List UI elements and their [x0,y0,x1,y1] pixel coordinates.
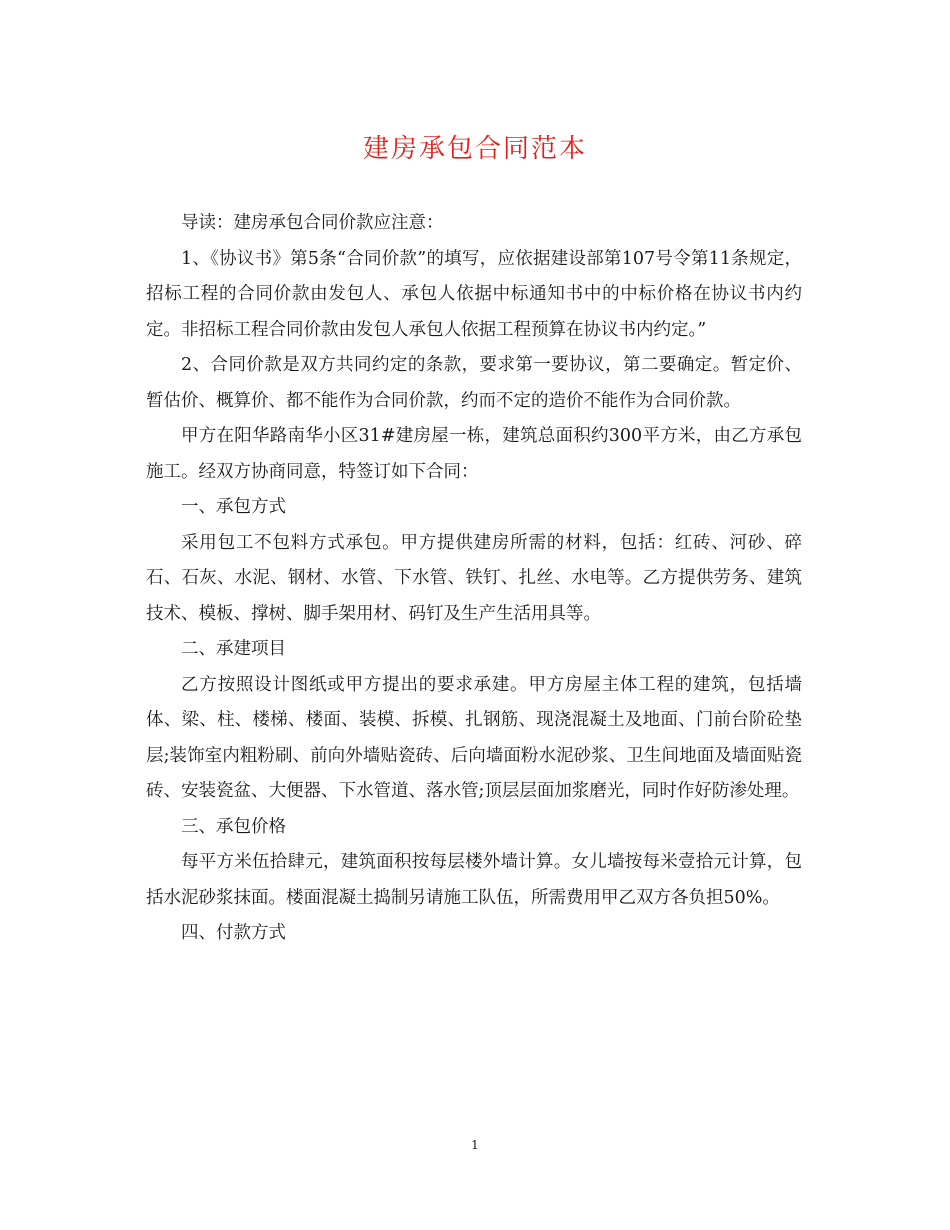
section-paragraph: 每平方米伍拾肆元，建筑面积按每层楼外墙计算。女儿墙按每米壹拾元计算，包括水泥砂浆抹面。楼面混凝土捣制另请施工队伍，所需费用甲乙双方各负担50%。 [146,852,802,908]
section-heading: 三、承包价格 [181,816,286,837]
section-heading: 四、付款方式 [181,923,286,943]
section-heading: 二、承建项目 [181,639,286,659]
document-body [146,206,802,952]
intro-paragraph: 导读：建房承包合同价款应注意： [181,213,444,233]
note-1-paragraph: 1、《协议书》第5条“合同价款”的填写，应依据建设部第107号令第11条规定，招标工程的合同价款由发包人、承包人依据中标通知书中的中标价格在协议书内约定。非招标工程合同价款由发包人承包人依据工程预算在协议书内约定。” [146,248,802,340]
document-title: 建房承包合同范本 [362,134,587,164]
section-heading: 一、承包方式 [181,497,286,517]
note-2-paragraph: 2、合同价款是双方共同约定的条款，要求第一要协议，第二要确定。暂定价、暂估价、概算价、都不能作为合同价款，约而不定的造价不能作为合同价款。 [146,355,802,411]
page-number: 1 [471,1138,479,1152]
section-paragraph: 采用包工不包料方式承包。甲方提供建房所需的材料，包括：红砖、河砂、碎石、石灰、水泥、钢材、水管、下水管、铁钉、扎丝、水电等。乙方提供劳务、建筑技术、模板、撑树、脚手架用材、码钉及生产生活用具等。 [146,532,802,624]
section-paragraph: 乙方按照设计图纸或甲方提出的要求承建。甲方房屋主体工程的建筑，包括墙体、梁、柱、楼梯、楼面、装模、拆模、扎钢筋、现浇混凝土及地面、门前台阶砼垫层;装饰室内粗粉刷、前向外墙贴瓷砖、后向墙面粉水泥砂浆、卫生间地面及墙面贴瓷砖、安装瓷盆、大便器、下水管道、落水管;顶层层面加浆磨光，同时作好防渗处理。 [146,674,802,801]
preamble-paragraph: 甲方在阳华路南华小区31#建房屋一栋，建筑总面积约300平方米，由乙方承包施工。经双方协商同意，特签订如下合同： [146,426,802,482]
